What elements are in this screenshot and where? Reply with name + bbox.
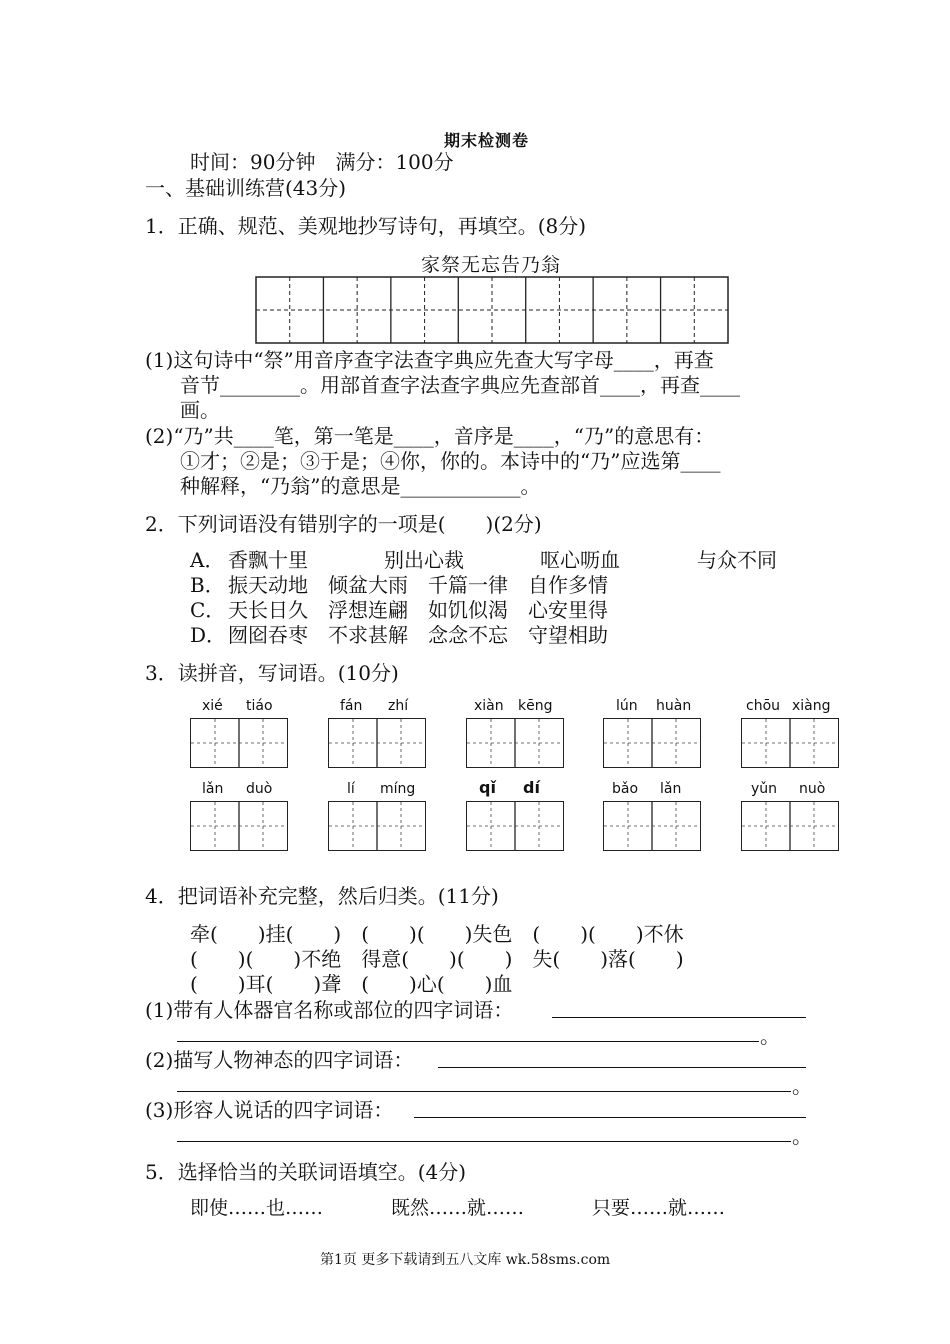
conjunction-option: 即使……也…… [190,1197,324,1219]
period: 。 [760,1024,780,1048]
answer-line[interactable] [438,1067,806,1068]
q1-sub1-line-c: 画。 [180,398,220,422]
q1-sub1-line-b: 音节________。用部首查字法查字典应先查部首____，再查____ [180,373,740,397]
tianzige-box[interactable] [466,801,564,851]
option-label: C． [190,598,226,622]
option-word: 守望相助 [528,623,608,647]
answer-line[interactable] [177,1091,791,1092]
pinyin: kēng [518,698,553,714]
q1-sub1-line-a: (1)这句诗中“祭”用音序查字法查字典应先查大写字母____，再查 [145,348,714,372]
tianzige-box[interactable] [328,801,426,851]
pinyin: nuò [799,781,826,797]
pinyin: yǔn [751,781,778,797]
period: 。 [792,1124,812,1148]
section-heading: 一、基础训练营(43分) [145,176,347,200]
answer-line[interactable] [552,1017,806,1018]
poem-line: 家祭无忘告乃翁 [421,254,562,276]
q1-sub2-line-b: ①才；②是；③于是；④你，你的。本诗中的“乃”应选第____ [180,449,721,473]
tianzige-box[interactable] [741,718,839,768]
pinyin: lún [616,698,638,714]
pinyin: lí [347,781,355,797]
option-word: 囫囵吞枣 [228,623,308,647]
pinyin: duò [246,781,273,797]
answer-line[interactable] [177,1041,759,1042]
question-5-stem: 5．选择恰当的关联词语填空。(4分) [145,1160,467,1184]
pinyin: huàn [656,698,692,714]
q4-fill-line-3: ( )耳( )聋 ( )心( )血 [190,972,513,996]
copy-writing-grid[interactable] [255,276,729,344]
option-word: 自作多情 [528,573,608,597]
question-4-stem: 4．把词语补充完整，然后归类。(11分) [145,884,499,908]
option-word: 振天动地 [228,573,308,597]
pinyin: qǐ [479,778,496,797]
pinyin: xié [202,698,223,714]
option-label: D． [190,623,227,647]
q4-sub1: (1)带有人体器官名称或部位的四字词语： [145,998,514,1022]
exam-time-info: 时间：90分钟 满分：100分 [190,150,454,174]
option-word: 念念不忘 [428,623,508,647]
tianzige-box[interactable] [603,801,701,851]
answer-line[interactable] [414,1117,806,1118]
tianzige-box[interactable] [741,801,839,851]
tianzige-box[interactable] [328,718,426,768]
conjunction-option: 只要……就…… [592,1197,726,1219]
option-word: 别出心裁 [384,548,464,572]
tianzige-box[interactable] [603,718,701,768]
option-word: 千篇一律 [428,573,508,597]
pinyin: zhí [388,698,409,714]
option-word: 浮想连翩 [328,598,408,622]
q1-sub2-line-a: (2)“乃”共____笔，第一笔是____，音序是____，“乃”的意思有： [145,424,715,448]
question-1-stem: 1．正确、规范、美观地抄写诗句，再填空。(8分) [145,214,587,238]
pinyin: lǎn [202,781,224,797]
page-title: 期末检测卷 [444,131,530,150]
pinyin: xiàng [792,698,831,714]
option-word: 天长日久 [228,598,308,622]
pinyin: xiàn [474,698,504,714]
option-word: 如饥似渴 [428,598,508,622]
option-word: 香飘十里 [228,548,308,572]
option-label: A． [190,548,225,572]
option-word: 心安里得 [528,598,608,622]
pinyin: bǎo [612,781,639,797]
conjunction-option: 既然……就…… [391,1197,525,1219]
tianzige-box[interactable] [190,801,288,851]
q4-fill-line-1: 牵( )挂( ) ( )( )失色 ( )( )不休 [190,922,684,946]
option-word: 倾盆大雨 [328,573,408,597]
pinyin: tiáo [246,698,273,714]
pinyin: lǎn [660,781,682,797]
pinyin: dí [523,778,540,797]
option-word: 不求甚解 [328,623,408,647]
answer-line[interactable] [177,1141,791,1142]
pinyin: chōu [746,698,781,714]
q4-sub3: (3)形容人说话的四字词语： [145,1098,394,1122]
tianzige-box[interactable] [466,718,564,768]
option-word: 与众不同 [697,548,777,572]
question-2-stem: 2．下列词语没有错别字的一项是( )(2分) [145,512,542,536]
q4-fill-line-2: ( )( )不绝 得意( )( ) 失( )落( ) [190,947,684,971]
period: 。 [792,1074,812,1098]
q4-sub2: (2)描写人物神态的四字词语： [145,1048,414,1072]
option-label: B． [190,573,225,597]
q1-sub2-line-c: 种解释，“乃翁”的意思是____________。 [180,474,541,498]
pinyin: míng [380,781,416,797]
pinyin: fán [340,698,363,714]
page-footer: 第1页 更多下载请到五八文库 wk.58sms.com [320,1252,611,1268]
option-word: 呕心呖血 [540,548,620,572]
question-3-stem: 3．读拼音，写词语。(10分) [145,661,399,685]
tianzige-box[interactable] [190,718,288,768]
